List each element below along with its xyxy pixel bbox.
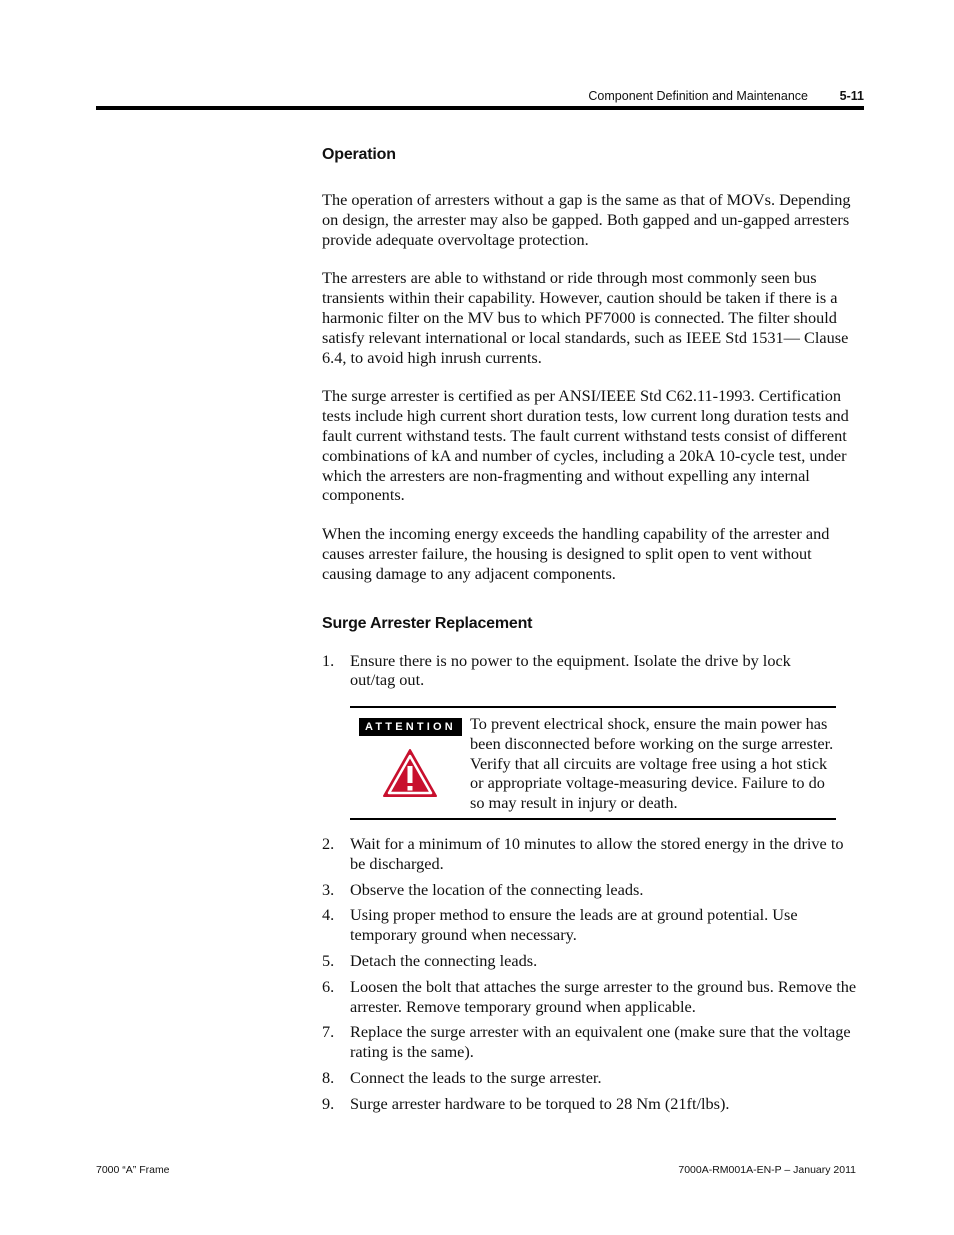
warning-triangle-icon bbox=[382, 748, 438, 798]
step-text: Connect the leads to the surge arrester. bbox=[350, 1067, 602, 1087]
step-text: Loosen the bolt that attaches the surge arrester to the ground bus. Remove the arrester. Remove temporary ground when applicable. bbox=[350, 976, 857, 1016]
footer-right: 7000A-RM001A-EN-P – January 2011 bbox=[678, 1164, 856, 1176]
operation-paragraph-4: When the incoming energy exceeds the handling capability of the arrester and causes arrester failure, the housing is designed to split open to vent without causing damage to any adjacent components. bbox=[322, 524, 830, 583]
attention-box bbox=[350, 706, 836, 820]
step-number: 5. bbox=[322, 950, 335, 970]
step-text: Surge arrester hardware to be torqued to 28 Nm (21ft/lbs). bbox=[350, 1093, 730, 1113]
list-item bbox=[322, 1022, 862, 1062]
steps-continued bbox=[322, 834, 862, 1114]
list-item bbox=[322, 977, 862, 1017]
step-number: 9. bbox=[322, 1093, 335, 1113]
list-item bbox=[322, 951, 862, 971]
list-item bbox=[322, 880, 862, 900]
header-page-number: 5-11 bbox=[839, 89, 864, 103]
attention-badge: ATTENTION bbox=[359, 718, 462, 736]
main-content bbox=[322, 146, 862, 690]
steps-list bbox=[322, 834, 862, 1114]
header-rule bbox=[96, 106, 864, 110]
step-text: Ensure there is no power to the equipment. Isolate the drive by lock out/tag out. bbox=[350, 650, 791, 690]
steps-list-first bbox=[322, 651, 802, 691]
footer-left: 7000 “A” Frame bbox=[96, 1164, 170, 1176]
list-item bbox=[322, 651, 802, 691]
step-text: Replace the surge arrester with an equivalent one (make sure that the voltage rating is the same). bbox=[350, 1022, 851, 1062]
step-number: 6. bbox=[322, 976, 335, 996]
step-number: 2. bbox=[322, 834, 335, 853]
operation-heading: Operation bbox=[322, 146, 396, 163]
operation-paragraph-3: The surge arrester is certified as per ANSI/IEEE Std C62.11-1993. Certification tests include high current short duration tests, low current long duration tests and fault current withstand tests. The fault current withstand tests consist of different combinations of kA and number of cycles, including a 20kA 10-cycle test, under which the arresters are non-fragmenting and without expelling any internal components. bbox=[322, 386, 849, 505]
step-number: 3. bbox=[322, 879, 335, 899]
list-item bbox=[322, 1094, 862, 1114]
replacement-heading: Surge Arrester Replacement bbox=[322, 614, 533, 632]
step-text: Using proper method to ensure the leads are at ground potential. Use temporary ground when necessary. bbox=[350, 905, 798, 945]
operation-paragraph-2: The arresters are able to withstand or ride through most commonly seen bus transients within their capability. However, caution should be taken if there is a harmonic filter on the MV bus to which PF7000 is connected. The filter should satisfy relevant international or local standards, such as IEEE Std 1531— Clause 6.4, to avoid high inrush currents. bbox=[322, 268, 849, 367]
step-number: 7. bbox=[322, 1022, 335, 1042]
step-text: Wait for a minimum of 10 minutes to allow the stored energy in the drive to be discharged. bbox=[350, 834, 844, 873]
list-item bbox=[322, 1068, 862, 1088]
list-item bbox=[322, 905, 862, 945]
operation-paragraph-1: The operation of arresters without a gap is the same as that of MOVs. Depending on design, the arrester may also be gapped. Both gapped and un-gapped arresters provide adequate overvoltage protection. bbox=[322, 190, 851, 249]
step-text: Detach the connecting leads. bbox=[350, 950, 538, 970]
header-section-title: Component Definition and Maintenance bbox=[588, 89, 808, 103]
attention-text: To prevent electrical shock, ensure the main power has been disconnected before working on the surge arrester. Verify that all circuits are voltage free using a hot stick or appropriate voltage-measuring device. Failure to do so may result in injury or death. bbox=[470, 714, 834, 813]
step-number: 4. bbox=[322, 905, 335, 925]
step-number: 8. bbox=[322, 1067, 335, 1087]
step-number: 1. bbox=[322, 650, 335, 670]
step-text: Observe the location of the connecting leads. bbox=[350, 879, 644, 899]
list-item bbox=[322, 834, 862, 874]
